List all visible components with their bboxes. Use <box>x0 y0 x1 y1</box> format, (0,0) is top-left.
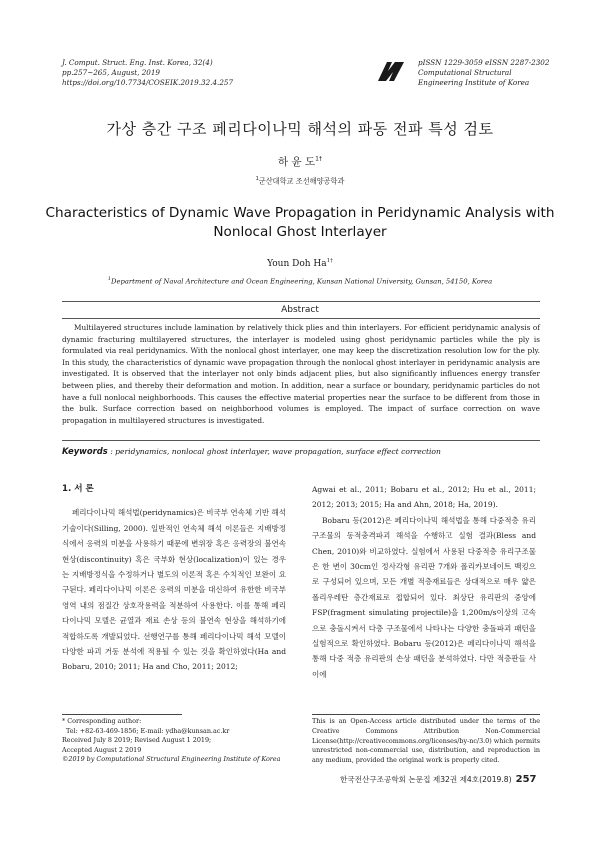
footnote-line: Tel: +82-63-469-1856; E-mail: ydha@kunsan.ac.kr <box>66 726 230 735</box>
citation-line: pp.257~265, August, 2019 <box>62 68 161 77</box>
society-name: Computational Structural <box>418 68 512 77</box>
footnote-rule <box>312 714 540 715</box>
footnote-rule <box>62 714 182 715</box>
keywords <box>62 446 540 456</box>
author-mark: 1† <box>326 258 333 264</box>
footnote-license: This is an Open-Access article distributed under the terms of the Creative Commons Attribution Non-Commercial License(http://creativecommons.org/licenses/by-nc/3.0) which permits unrestricted non-commercial use, distribution, and reproduction in any medium, provided the original work is properly cited. <box>312 717 541 765</box>
footnote-line: Received July 8 2019; Revised August 1 2019; <box>62 736 212 745</box>
paragraph: 페리다이나믹 해석법(peridynamics)은 비국부 연속체 기반 해석 기술이다(Silling, 2000). 일반적인 연속체 해석 이론들은 지배방정식에서 응력의 미분을 사용하기 때문에 변위장 혹은 응력장의 불연속 현상(discontinuity) 혹은 국부화 현상(localization)이 있는 경우는 지배방정식을 수정하거나 별도의 이론적 혹은 수치적인 보완이 요구된다. 페리다이나믹 이론은 응력의 미분을 대신하여 유한한 비국부 영역 내의 점질간 상호작용력을 적분하여 사용한다. 이를 통해 페리다이나믹 모델은 균열과 재료 손상 등의 불연속 현상을 해석하기에 적합하도록 개발되었다. 선행연구를 통해 페리다이나믹 해석 모델이 다양한 파괴 거동 분석에 적용될 수 있는 것을 확인하였다(Ha and Bobaru, 2010; 2011; Ha and Cho, 2011; 2012; <box>62 508 286 672</box>
journal-citation <box>62 58 233 88</box>
divider <box>62 440 540 441</box>
keywords-list: : peridynamics, nonlocal ghost interlayer, wave propagation, surface effect correction <box>107 447 441 456</box>
affil-text: 군산대학교 조선해양공학과 <box>258 176 345 186</box>
body-left-column <box>62 482 286 675</box>
paragraph: Bobaru 등(2012)은 페리다이나믹 해석법을 통해 다중적층 유리구조물의 동적충격파괴 해석을 수행하고 실험 결과(Bless and Chen, 2010)와 비교하였다. 실험에서 사용된 다중적층 유리구조물은 한 변이 30cm인 정사각형 유리판 7개와 폴리카보네이트 백킹으로 구성되어 있으며, 모든 개별 적층재료들은 상대적으로 매우 얇은 폴리우레탄 층간재료로 접합되어 있다. 최상단 유리판의 중앙에 FSP(fragment simulating projectile)을 1,200m/s이상의 고속으로 충돌시켜서 다층 구조물에서 나타나는 다양한 충돌파괴 패턴을 실험적으로 확인하였다. Bobaru 등(2012)은 페리다이나믹 해석을 통해 다중 적층 유리판의 손상 패턴을 분석하였다. 다만 적층판들 사이에 <box>312 515 536 679</box>
section-heading: 1. 서 론 <box>62 484 94 494</box>
page-number: 257 <box>515 774 537 785</box>
page-footer <box>340 774 536 785</box>
footnote-line: * Corresponding author: <box>62 717 142 725</box>
author-name: Youn Doh Ha <box>267 259 327 269</box>
divider <box>62 318 540 319</box>
title-english: Characteristics of Dynamic Wave Propagation in Peridynamic Analysis with Nonlocal Ghost Interlayer <box>45 205 555 240</box>
copyright-line: ©2019 by Computational Structural Engineering Institute of Korea <box>62 755 281 764</box>
footnote-line: Accepted August 2 2019 <box>62 745 142 754</box>
author-name: 하 윤 도 <box>278 156 316 168</box>
issn-line: pISSN 1229-3059 eISSN 2287-2302 <box>418 58 550 67</box>
journal-logo-icon <box>376 60 406 82</box>
doi-link[interactable]: https://doi.org/10.7734/COSEIK.2019.32.4.257 <box>62 78 234 87</box>
citation-line: J. Comput. Struct. Eng. Inst. Korea, 32(4) <box>62 58 213 67</box>
journal-issue: 한국전산구조공학회 논문집 제32권 제4호(2019.8) <box>340 775 512 784</box>
affil-text: Department of Naval Architecture and Ocean Engineering, Kunsan National University, Gunsan, 54150, Korea <box>111 277 493 286</box>
affil-mark: 1 <box>107 276 112 282</box>
footnote-correspondence <box>62 717 288 765</box>
affil-mark: 1 <box>255 176 259 182</box>
title-korean: 가상 층간 구조 페리다이나믹 해석의 파동 전파 특성 검토 <box>106 120 494 138</box>
abstract-body: Multilayered structures include lamination by relatively thick plies and thin interlayers. For efficient peridynamic analysis of dynamic fracturing multilayered structures, the interlayer is modeled using ghost peridynamic particles while the ply is formulated via real peridynamics. With the nonlocal ghost interlayer, one may keep the discretization resolution low for the ply. In this study, the characteristics of dynamic wave propagation through the nonlocal ghost interlayer in peridynamic analysis are investigated. It is observed that the interlayer not only binds adjacent plies, but also significantly influences energy transfer between plies, and thereby their deformation and motion. In addition, near a surface or boundary, peridynamic particles do not have a full nonlocal neighborhoods. This causes the effective material properties near the surface to be different from those in the bulk. Surface correction based on neighborhood volumes is employed. The impact of surface correction on wave propagation in multilayered structures is investigated. <box>62 323 540 425</box>
issn-block <box>418 58 549 88</box>
author-english <box>0 258 600 269</box>
author-korean <box>0 154 600 169</box>
keywords-label: Keywords <box>62 446 108 456</box>
paragraph: Agwai et al., 2011; Bobaru et al., 2012; Hu et al., 2011; 2012; 2013; 2015; Ha and Ahn, 2018; Ha, 2019). <box>312 485 536 510</box>
author-mark: 1† <box>315 155 322 163</box>
society-name: Engineering Institute of Korea <box>418 78 530 87</box>
affiliation-english <box>0 276 600 285</box>
divider <box>62 301 540 302</box>
abstract-heading: Abstract <box>281 305 319 315</box>
affiliation-korean <box>0 176 600 186</box>
body-right-column <box>312 482 536 682</box>
